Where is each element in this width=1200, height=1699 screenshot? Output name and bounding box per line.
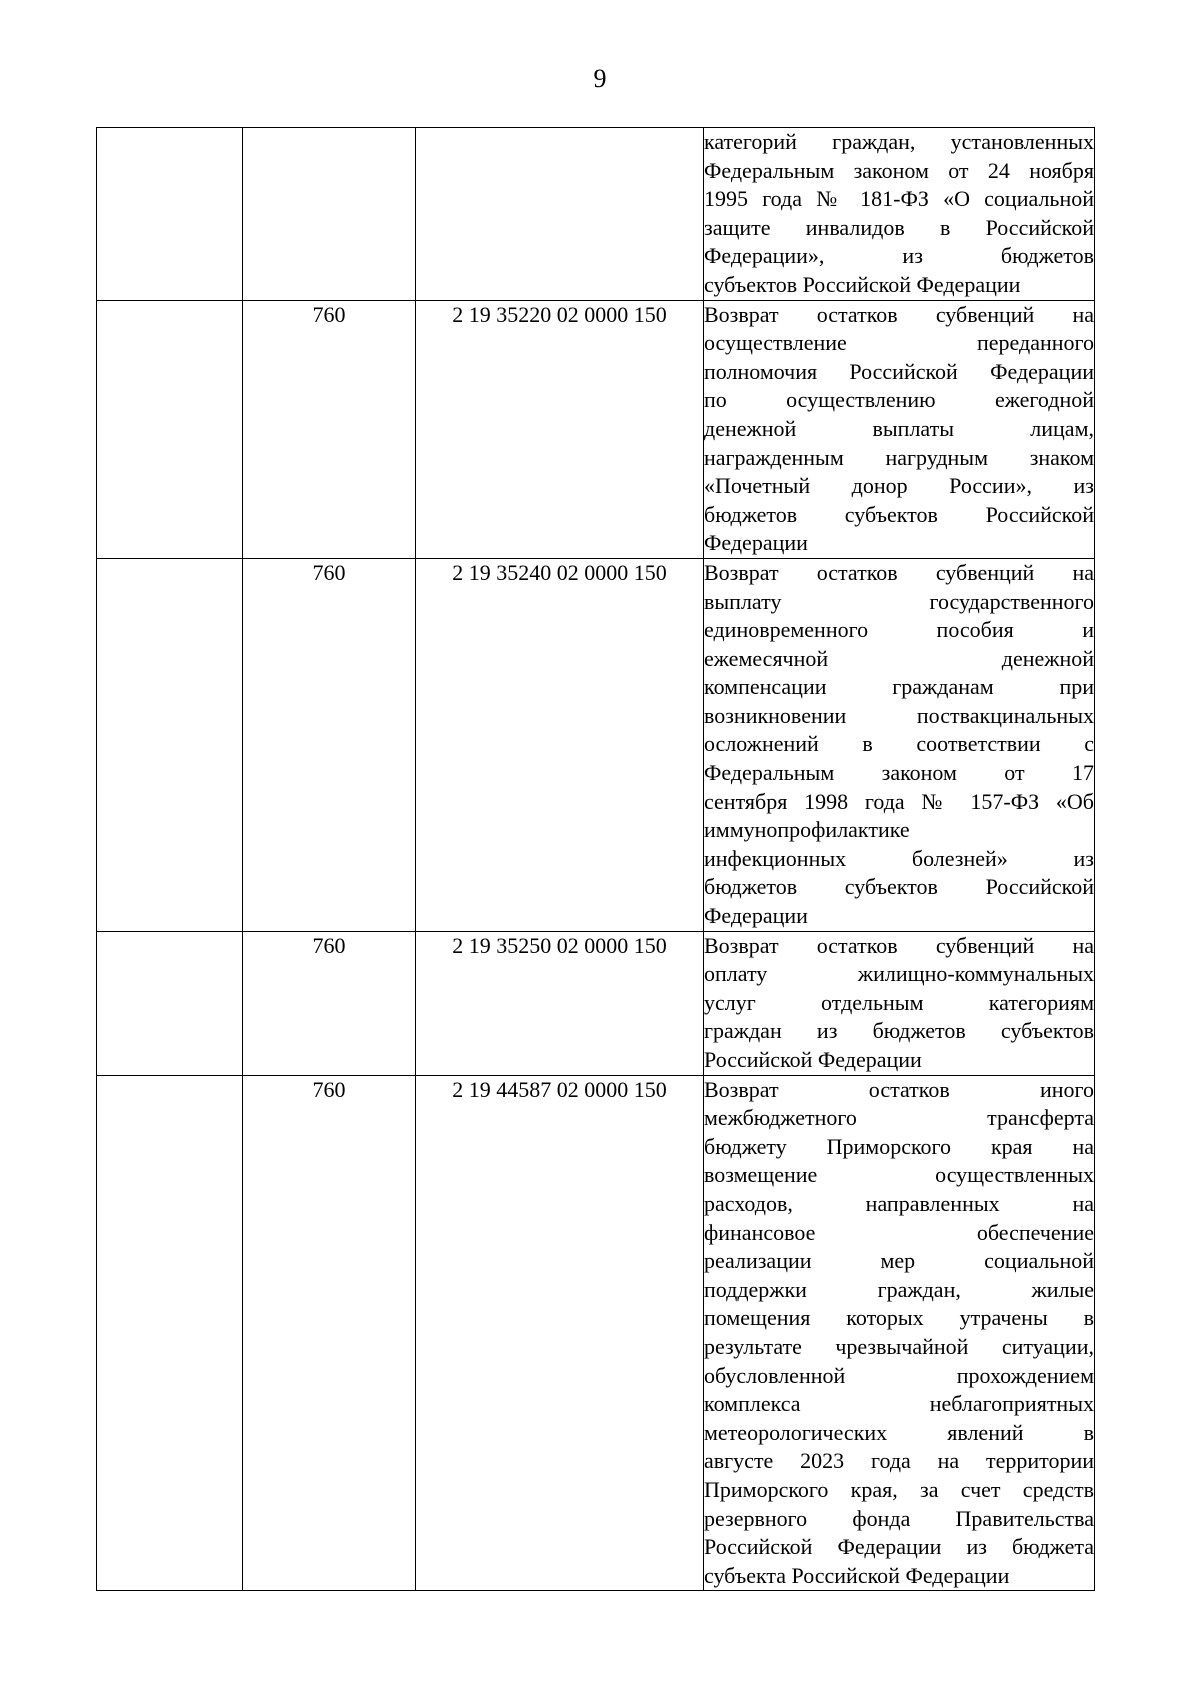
admin-code-cell: 760 [243,1075,416,1591]
description-line: инфекционных болезней» из [704,845,1094,871]
description-line: категорий граждан, установленных [704,129,1094,154]
description-line: Возврат остатков субвенций на [704,559,1094,585]
income-description-cell [704,931,1095,1075]
row-number-cell [97,931,243,1075]
description-line: помещения которых утрачены в [704,1305,1094,1331]
income-description-cell [704,300,1095,558]
description-line: возмещение осуществленных [704,1162,1094,1188]
row-number-cell [97,558,243,931]
table-row [97,1075,1095,1591]
description-line: Приморского края, за счет средств [704,1476,1094,1502]
description-line: бюджетов субъектов Российской [704,501,1094,527]
description-line: межбюджетного трансферта [704,1105,1094,1131]
admin-code-cell: 760 [243,300,416,558]
description-line: граждан из бюджетов субъектов [704,1018,1094,1044]
row-number-cell [97,300,243,558]
description-line: метеорологических явлений в [704,1419,1094,1445]
description-line: полномочия Российской Федерации [704,358,1094,384]
description-line: Федерации [704,530,808,556]
description-line: награжденным нагрудным знаком [704,444,1094,470]
page-number: 9 [593,64,607,93]
table-row [97,931,1095,1075]
description-line: августе 2023 года на территории [704,1448,1094,1474]
description-line: компенсации гражданам при [704,674,1094,700]
description-line: осложнений в соответствии с [704,731,1094,757]
description-line: 1995 года № 181-ФЗ «О социальной [704,186,1094,212]
description-line: бюджетов субъектов Российской [704,874,1094,900]
description-line: Российской Федерации из бюджета [704,1534,1094,1560]
budget-classification-code-cell: 2 19 35240 02 0000 150 [416,558,704,931]
description-line: расходов, направленных на [704,1190,1094,1216]
admin-code-cell [243,128,416,301]
table-row [97,300,1095,558]
budget-codes-table [96,127,1095,1591]
description-line: выплату государственного [704,588,1094,614]
income-description-cell [704,558,1095,931]
description-line: единовременного пособия и [704,617,1094,643]
admin-code-cell: 760 [243,558,416,931]
description-line: ежемесячной денежной [704,645,1094,671]
description-line: резервного фонда Правительства [704,1505,1094,1531]
budget-classification-code-cell: 2 19 35250 02 0000 150 [416,931,704,1075]
budget-classification-code-cell [416,128,704,301]
description-line: реализации мер социальной [704,1248,1094,1274]
description-line: субъекта Российской Федерации [704,1562,1010,1588]
description-line: Федерации», из бюджетов [704,243,1094,269]
description-line: финансовое обеспечение [704,1219,1094,1245]
description-line: «Почетный донор России», из [704,473,1094,499]
income-description-cell [704,128,1095,301]
description-line: осуществление переданного [704,330,1094,356]
table-body [97,128,1095,1591]
description-line: Возврат остатков иного [704,1076,1094,1102]
description-line: Российской Федерации [704,1047,922,1072]
description-line: иммунопрофилактике [704,817,910,843]
description-line: оплату жилищно-коммунальных [704,961,1094,987]
description-line: комплекса неблагоприятных [704,1391,1094,1417]
description-line: Федеральным законом от 24 ноября [704,157,1094,183]
admin-code-cell: 760 [243,931,416,1075]
table-row [97,558,1095,931]
table-row [97,128,1095,301]
description-line: обусловленной прохождением [704,1362,1094,1388]
income-description-cell [704,1075,1095,1591]
description-line: результате чрезвычайной ситуации, [704,1333,1094,1359]
row-number-cell [97,128,243,301]
description-line: Федерации [704,903,808,929]
description-line: бюджету Приморского края на [704,1133,1094,1159]
description-line: Возврат остатков субвенций на [704,301,1094,327]
budget-classification-code-cell: 2 19 44587 02 0000 150 [416,1075,704,1591]
description-line: услуг отдельным категориям [704,989,1094,1015]
description-line: защите инвалидов в Российской [704,214,1094,240]
row-number-cell [97,1075,243,1591]
budget-classification-code-cell: 2 19 35220 02 0000 150 [416,300,704,558]
description-line: Возврат остатков субвенций на [704,932,1094,958]
description-line: денежной выплаты лицам, [704,415,1094,441]
description-line: субъектов Российской Федерации [704,271,1021,297]
description-line: сентября 1998 года № 157-ФЗ «Об [704,788,1094,814]
description-line: по осуществлению ежегодной [704,387,1094,413]
description-line: возникновении поствакцинальных [704,702,1094,728]
description-line: Федеральным законом от 17 [704,760,1094,786]
description-line: поддержки граждан, жилые [704,1276,1094,1302]
